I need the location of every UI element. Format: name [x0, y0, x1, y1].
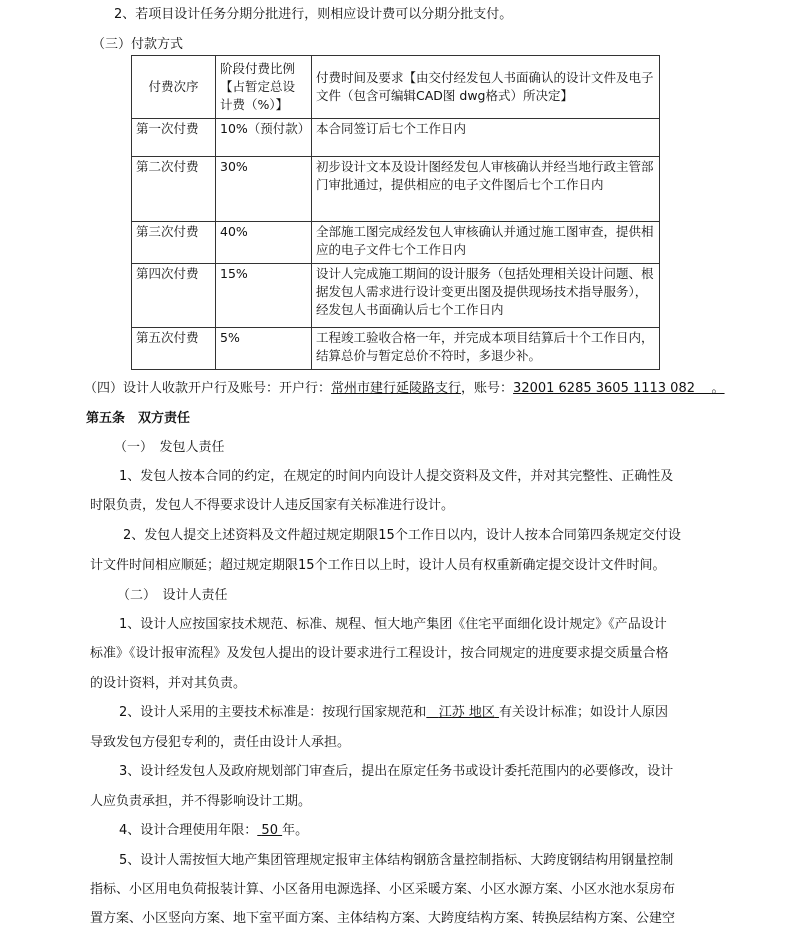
paragraph-line: 标准》《设计报审流程》及发包人提出的设计要求进行工程设计，按合同规定的进度要求提交质量合格 — [90, 646, 669, 661]
cell-order: 第五次付费 — [132, 328, 216, 370]
header-payment-order: 付费次序 — [132, 56, 216, 119]
paragraph-line: 2、发包人提交上述资料及文件超过规定期限15个工作日以内，设计人按本合同第四条规定交付设 — [123, 528, 681, 543]
table-row — [132, 222, 660, 264]
cell-ratio: 40% — [216, 222, 312, 264]
cell-ratio: 10%（预付款） — [216, 119, 312, 157]
paragraph-tech-standards: 2、设计人采用的主要技术标准是：按现行国家规范和 江苏 地区 有关设计标准；如设计人原因 — [119, 705, 668, 720]
table-row — [132, 328, 660, 370]
cell-timing: 工程竣工验收合格一年，并完成本项目结算后十个工作日内，结算总价与暂定总价不符时，多退少补。 — [312, 328, 660, 370]
paragraph-line: 置方案、小区竖向方案、地下室平面方案、主体结构方案、大跨度结构方案、转换层结构方案、公建空 — [90, 911, 676, 926]
cell-ratio: 5% — [216, 328, 312, 370]
paragraph-line: 时限负责，发包人不得要求设计人违反国家有关标准进行设计。 — [90, 498, 455, 513]
article-title: 第五条 双方责任 — [86, 411, 191, 426]
paragraph-line: 指标、小区用电负荷报装计算、小区备用电源选择、小区采暖方案、小区水源方案、小区水池水泵房布 — [90, 882, 676, 897]
paragraph-phased-payment: 2、若项目设计任务分期分批进行，则相应设计费可以分期分批支付。 — [114, 7, 513, 22]
cell-timing: 初步设计文本及设计图经发包人审核确认并经当地行政主管部门审批通过，提供相应的电子文件图后七个工作日内 — [312, 157, 660, 222]
cell-order: 第四次付费 — [132, 264, 216, 328]
service-life-years: 50 — [261, 823, 278, 838]
section-heading-payment-method: （三）付款方式 — [92, 37, 184, 52]
paragraph-line: 5、设计人需按恒大地产集团管理规定报审主体结构钢筋含量控制指标、大跨度钢结构用钢量控制 — [119, 853, 674, 868]
bank-account-line — [84, 380, 725, 398]
table-row — [132, 264, 660, 328]
paragraph-line: 1、发包人按本合同的约定，在规定的时间内向设计人提交资料及文件，并对其完整性、正确性及 — [119, 469, 674, 484]
bank-prefix: （四）设计人收款开户行及账号：开户行： — [84, 381, 332, 396]
payment-schedule-table — [131, 55, 660, 370]
paragraph-service-life: 4、设计合理使用年限： 50 年。 — [119, 823, 309, 838]
table-header-row — [132, 56, 660, 119]
bank-suffix: 。 — [711, 381, 725, 396]
table-row — [132, 119, 660, 157]
paragraph-line: 3、设计经发包人及政府规划部门审查后，提出在原定任务书或设计委托范围内的必要修改，设计 — [119, 764, 674, 779]
header-payment-ratio: 阶段付费比例【占暂定总设计费（%）】 — [216, 56, 312, 119]
cell-order: 第一次付费 — [132, 119, 216, 157]
cell-order: 第三次付费 — [132, 222, 216, 264]
header-payment-timing: 付费时间及要求【由交付经发包人书面确认的设计文件及电子文件（包含可编辑CAD图 dwg格式）所决定】 — [312, 56, 660, 119]
cell-timing: 本合同签订后七个工作日内 — [312, 119, 660, 157]
subheading-designer-duties: （二） 设计人责任 — [117, 588, 228, 603]
region-field: 江苏 地区 — [438, 705, 495, 720]
cell-ratio: 30% — [216, 157, 312, 222]
account-label: ，账号： — [461, 381, 514, 396]
paragraph-line: 的设计资料，并对其负责。 — [90, 676, 247, 691]
cell-timing: 全部施工图完成经发包人审核确认并通过施工图审查，提供相应的电子文件七个工作日内 — [312, 222, 660, 264]
paragraph-line: 人应负责承担，并不得影响设计工期。 — [90, 794, 312, 809]
cell-ratio: 15% — [216, 264, 312, 328]
bank-name: 常州市建行延陵路支行 — [331, 381, 462, 396]
cell-order: 第二次付费 — [132, 157, 216, 222]
cell-timing: 设计人完成施工期间的设计服务（包括处理相关设计问题、根据发包人需求进行设计变更出图及提供现场技术指导服务），经发包人书面确认后七个工作日内 — [312, 264, 660, 328]
subheading-employer-duties: （一） 发包人责任 — [114, 440, 225, 455]
paragraph-line: 1、设计人应按国家技术规范、标准、规程、恒大地产集团《住宅平面细化设计规定》《产品设计 — [119, 617, 667, 632]
paragraph-line: 计文件时间相应顺延；超过规定期限15个工作日以上时，设计人员有权重新确定提交设计文件时间。 — [90, 558, 666, 573]
paragraph-line: 导致发包方侵犯专利的，责任由设计人承担。 — [90, 735, 351, 750]
table-row — [132, 157, 660, 222]
account-number: 32001 6285 3605 1113 082 — [513, 381, 695, 396]
